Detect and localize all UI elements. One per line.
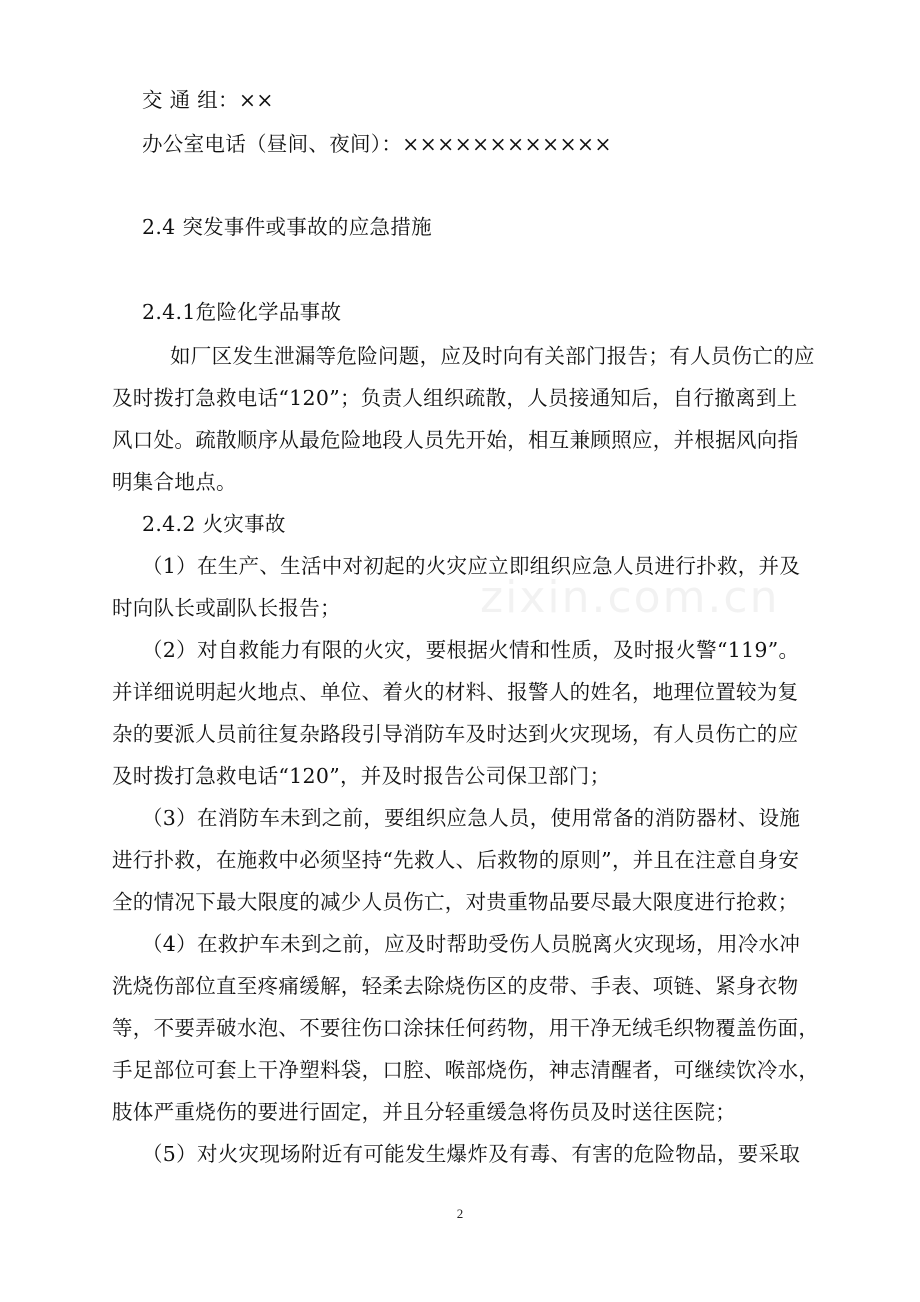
paragraph-line: 如厂区发生泄漏等危险问题，应及时向有关部门报告；有人员伤亡的应 [170,344,815,368]
watermark: zixin.com.cn [480,572,780,623]
section-2-4-2-heading: 2.4.2 火灾事故 [142,512,286,536]
paragraph-line: （1）在生产、生活中对初起的火灾应立即组织应急人员进行扑救，并及 [142,554,801,578]
paragraph-line: （3）在消防车未到之前，要组织应急人员，使用常备的消防器材、设施 [142,806,801,830]
paragraph-line: （5）对火灾现场附近有可能发生爆炸及有毒、有害的危险物品，要采取 [142,1142,801,1166]
paragraph-line: 洗烧伤部位直至疼痛缓解，轻柔去除烧伤区的皮带、手表、项链、紧身衣物 [112,974,799,998]
paragraph-line: 杂的要派人员前往复杂路段引导消防车及时达到火灾现场，有人员伤亡的应 [112,722,799,746]
paragraph-line: 明集合地点。 [112,470,237,494]
page-number: 2 [456,1206,464,1221]
paragraph-line: （2）对自救能力有限的火灾，要根据火情和性质，及时报火警“119”。 [142,638,800,662]
paragraph-line: 全的情况下最大限度的减少人员伤亡，对贵重物品要尽最大限度进行抢救； [112,890,799,914]
paragraph-line: 及时拨打急救电话“120”；负责人组织疏散，人员接通知后，自行撤离到上 [112,386,798,410]
paragraph-line: 并详细说明起火地点、单位、着火的材料、报警人的姓名，地理位置较为复 [112,680,799,704]
paragraph-line: 进行扑救，在施救中必须坚持“先救人、后救物的原则”，并且在注意自身安 [112,848,800,872]
office-phone-line: 办公室电话（昼间、夜间）：×××××××××××× [142,132,612,156]
traffic-group-line: 交 通 组：×× [142,88,274,112]
paragraph-line: 风口处。疏散顺序从最危险地段人员先开始，相互兼顾照应，并根据风向指 [112,428,799,452]
paragraph-line: 等，不要弄破水泡、不要往伤口涂抹任何药物，用干净无绒毛织物覆盖伤面， [112,1016,820,1040]
paragraph-line: 肢体严重烧伤的要进行固定，并且分轻重缓急将伤员及时送往医院； [112,1100,736,1124]
section-2-4-heading: 2.4 突发事件或事故的应急措施 [142,215,432,239]
section-2-4-1-heading: 2.4.1危险化学品事故 [142,300,342,324]
paragraph-line: （4）在救护车未到之前，应及时帮助受伤人员脱离火灾现场，用冷水冲 [142,932,801,956]
paragraph-line: 手足部位可套上干净塑料袋，口腔、喉部烧伤，神志清醒者，可继续饮冷水， [112,1058,820,1082]
paragraph-line: 时向队长或副队长报告； [112,596,341,620]
paragraph-line: 及时拨打急救电话“120”，并及时报告公司保卫部门； [112,764,611,788]
